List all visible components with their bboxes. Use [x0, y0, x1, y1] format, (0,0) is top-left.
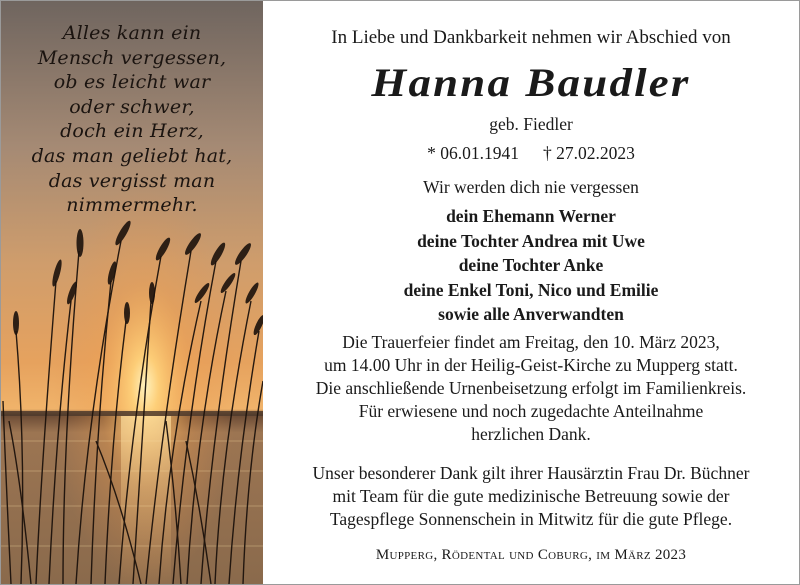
- mourner: deine Tochter Anke: [458, 255, 604, 275]
- intro-text: In Liebe und Dankbarkeit nehmen wir Abschied von: [331, 27, 731, 48]
- poem-line: nimmermehr.: [66, 194, 198, 217]
- poem-line: das vergisst man: [48, 169, 216, 192]
- poem-line: ob es leicht war: [53, 71, 211, 94]
- poem-line: das man geliebt hat,: [31, 144, 233, 167]
- mourner: dein Ehemann Werner: [446, 206, 616, 226]
- funeral-line: Die anschließende Urnenbeisetzung erfolgt im Familienkreis.: [315, 378, 747, 398]
- funeral-line: herzlichen Dank.: [471, 424, 591, 444]
- poem-line: doch ein Herz,: [60, 120, 204, 143]
- birth-date: * 06.01.1941: [427, 143, 519, 163]
- obituary-text: [263, 1, 799, 584]
- thanks-line: Tagespflege Sonnenschein in Mitwitz für die gute Pflege.: [329, 509, 733, 529]
- sunset-reed-photo: [1, 1, 263, 584]
- funeral-info: [263, 331, 799, 446]
- place-date-footer: Mupperg, Rödental und Coburg, im März 2023: [375, 547, 687, 563]
- poem-line: Alles kann ein: [62, 22, 202, 44]
- funeral-line: Für erwiesene und noch zugedachte Anteilnahme: [358, 401, 704, 421]
- life-dates: [263, 143, 799, 164]
- death-date: † 27.02.2023: [543, 143, 635, 163]
- thanks-line: Unser besonderer Dank gilt ihrer Hausärztin Frau Dr. Büchner: [312, 463, 750, 483]
- funeral-line: Die Trauerfeier findet am Freitag, den 10. März 2023,: [342, 332, 720, 352]
- mourner: sowie alle Anverwandten: [438, 304, 624, 324]
- thanks-paragraph: [263, 462, 799, 531]
- deceased-name: Hanna Baudler: [371, 60, 691, 105]
- maiden-name: geb. Fiedler: [489, 114, 573, 134]
- mourners-list: [263, 204, 799, 327]
- poem: [1, 21, 263, 218]
- funeral-line: um 14.00 Uhr in der Heilig-Geist-Kirche zu Mupperg statt.: [324, 355, 738, 375]
- mourner: deine Tochter Andrea mit Uwe: [417, 230, 645, 251]
- mourner: deine Enkel Toni, Nico und Emilie: [403, 279, 659, 300]
- motto: Wir werden dich nie vergessen: [423, 177, 639, 197]
- poem-line: oder schwer,: [69, 95, 195, 118]
- thanks-line: mit Team für die gute medizinische Betreuung sowie der: [332, 486, 730, 506]
- poem-line: Mensch vergessen,: [37, 46, 227, 69]
